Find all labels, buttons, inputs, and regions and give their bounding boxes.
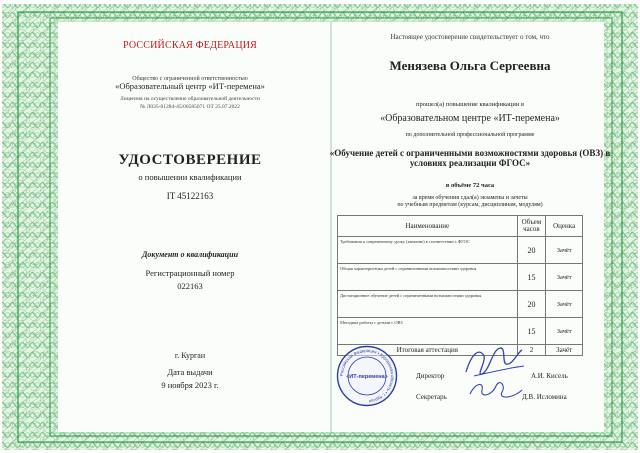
final-attestation-name: Итоговая аттестация	[338, 345, 518, 356]
director-label: Директор	[416, 372, 445, 380]
organization-type: Общество с ограниченной ответственностью	[132, 76, 248, 82]
subjects-line: по учебным предметам (курсам, дисциплинам, модулям)	[397, 202, 543, 208]
issue-city: г. Курган	[174, 351, 206, 360]
holder-name: Менязева Ольга Сергеевна	[389, 58, 551, 73]
subject-name: Методика работы с детьми с ОВЗ	[338, 318, 518, 345]
program-line: по дополнительной профессиональной программе	[405, 132, 535, 138]
table-row	[338, 264, 583, 291]
subject-hours: 20	[517, 237, 546, 264]
director-name: А.И. Кисель	[531, 372, 568, 380]
subject-grade: Зачёт	[546, 318, 583, 345]
subject-hours: 15	[517, 318, 546, 345]
certificate-intro: Настоящее удостоверение свидетельствует о том, что	[390, 33, 550, 41]
course-volume: в объёме 72 часа	[445, 182, 495, 189]
license-label: Лицензия на осуществление образовательной деятельности	[120, 96, 260, 102]
subject-name: Требования к современному уроку (занятию) в соответствии с ФГОС	[338, 237, 518, 264]
passed-line: прошел(а) повышение квалификации в	[415, 101, 525, 108]
table-row	[338, 318, 583, 345]
table-row	[338, 291, 583, 318]
subject-grade: Зачёт	[546, 264, 583, 291]
document-subtitle: о повышении квалификации	[138, 172, 242, 182]
table-header-row	[338, 216, 583, 237]
issue-date: 9 ноября 2023 г.	[161, 380, 219, 390]
issue-date-label: Дата выдачи	[167, 367, 213, 377]
country-title: РОССИЙСКАЯ ФЕДЕРАЦИЯ	[122, 40, 258, 51]
course-title: «Обучение детей с ограниченными возможностями здоровья (ОВЗ) в условиях реализации ФГОС»	[329, 148, 611, 168]
table-row	[338, 237, 583, 264]
qualification-label: Документ о квалификации	[141, 250, 239, 259]
header-hours: Объем часов	[517, 216, 546, 237]
registration-number: 022163	[177, 281, 203, 291]
subject-grade: Зачёт	[546, 291, 583, 318]
registration-label: Регистрационный номер	[145, 268, 235, 278]
organization-seal	[336, 345, 398, 407]
document-title: УДОСТОВЕРЕНИЕ	[118, 152, 262, 168]
seal-outer-text: Российская Федерация • Курганская область • г. Курган	[338, 347, 396, 404]
final-attestation-grade: Зачёт	[546, 345, 583, 356]
secretary-label: Секретарь	[416, 393, 447, 401]
subject-name: Дистанционное обучение детей с ограниченными возможностями здоровья	[338, 291, 518, 318]
page-fold	[330, 22, 332, 432]
director-signature	[462, 342, 528, 406]
subject-name: Общая характеристика детей с ограниченными возможностями здоровья	[338, 264, 518, 291]
organization-name: «Образовательный центр «ИТ-перемена»	[115, 81, 265, 91]
subject-hours: 15	[517, 264, 546, 291]
subject-hours: 20	[517, 291, 546, 318]
final-attestation-hours: 2	[517, 345, 546, 356]
seal-center-text: «ИТ-перемена»	[346, 374, 388, 380]
secretary-name: Д.В. Исломина	[522, 393, 567, 401]
header-grade: Оценка	[546, 216, 583, 237]
header-name: Наименование	[338, 216, 518, 237]
training-organization: «Образовательном центре «ИТ-перемена»	[380, 113, 560, 124]
grades-table	[337, 215, 583, 356]
license-number: № Л035-01284-45/00585071 ОТ 25.07.2022	[140, 104, 240, 110]
subject-grade: Зачёт	[546, 237, 583, 264]
document-number: IT 45122163	[166, 191, 214, 201]
exams-line: за время обучения сдал(а) экзамены и зачеты	[412, 195, 528, 201]
